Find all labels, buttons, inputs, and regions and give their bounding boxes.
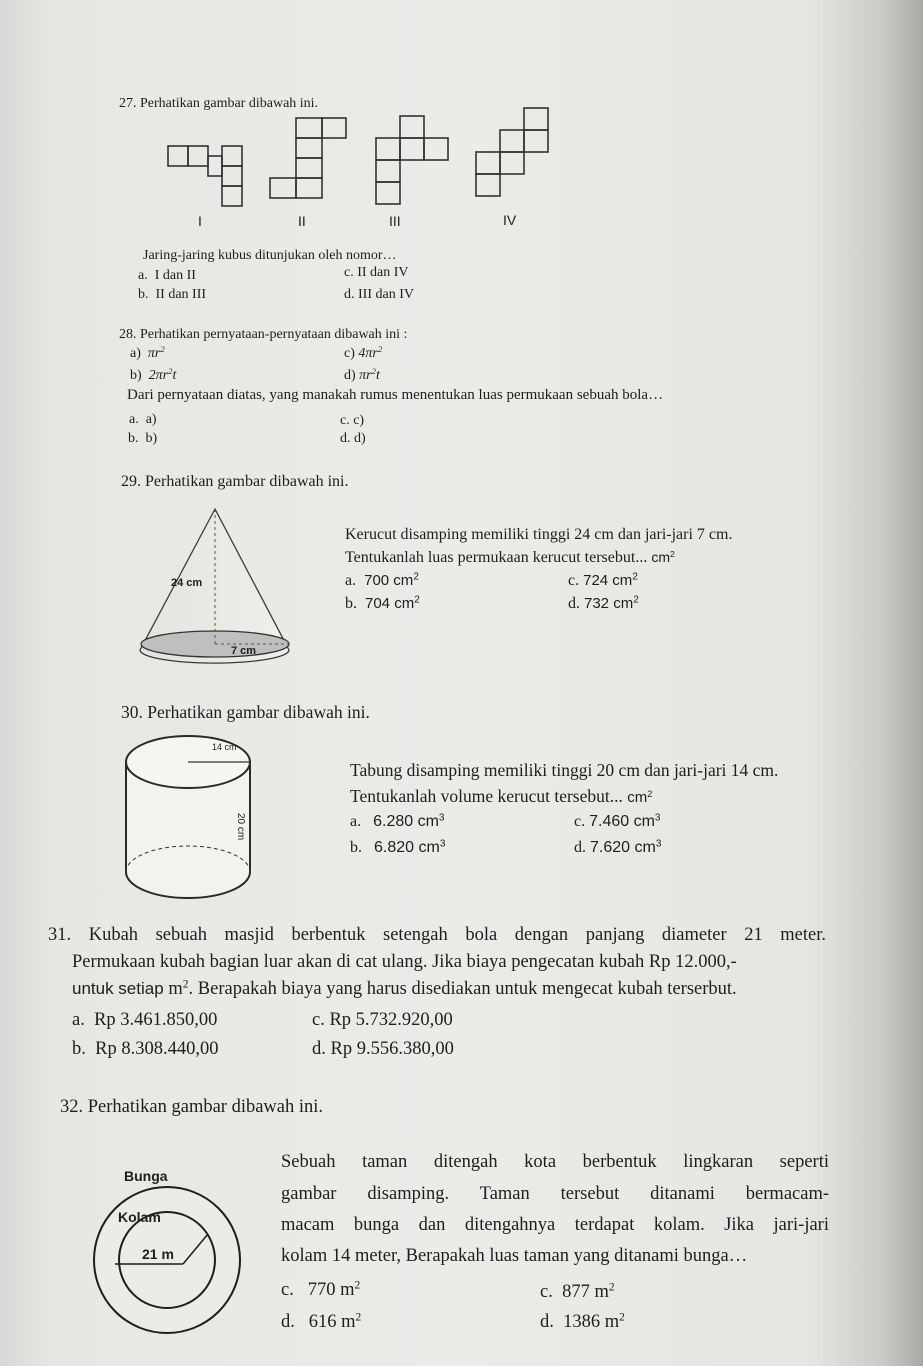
- q32-line1: Sebuah taman ditengah kota berbentuk lingkaran seperti: [281, 1152, 829, 1172]
- q31-line1: 31. Kubah sebuah masjid berbentuk setengah bola dengan panjang diameter 21 meter.: [48, 925, 826, 945]
- garden-radius-label: 21 m: [142, 1246, 174, 1262]
- q27-prompt: Jaring-jaring kubus ditunjukan oleh nomor…: [143, 248, 397, 263]
- net-label-1: I: [198, 213, 202, 229]
- q31-option-b[interactable]: b. Rp 8.308.440,00: [72, 1039, 219, 1059]
- q27-option-a[interactable]: a. I dan II: [138, 268, 196, 283]
- q32-line4: kolam 14 meter, Berapakah luas taman yang ditanami bunga…: [281, 1246, 748, 1266]
- q29-option-d[interactable]: d. 732 $cm^2$: [568, 594, 639, 612]
- q27-option-c[interactable]: c. II dan IV: [344, 265, 409, 280]
- net-label-4: IV: [503, 212, 517, 228]
- q30-option-d[interactable]: d. 7.620 $cm^3$: [574, 838, 662, 856]
- q29-option-a[interactable]: a. 700 $cm^2$: [345, 571, 419, 589]
- q31-line3: untuk setiap $m^2$. Berapakah biaya yang harus disediakan untuk mengecat kubah terserbut.: [72, 978, 737, 999]
- q30-option-b[interactable]: b. 6.820 $cm^3$: [350, 838, 446, 856]
- cylinder-height-label: 20 cm: [235, 813, 246, 841]
- q28-option-d[interactable]: d. d): [340, 431, 366, 446]
- q28-statement-c: c) $4\pi r^2$: [344, 344, 383, 361]
- cylinder-diameter-label: 14 cm: [212, 742, 237, 752]
- q30-option-c[interactable]: c. 7.460 $cm^3$: [574, 812, 661, 830]
- q30-line1: Tabung disamping memiliki tinggi 20 cm dan jari-jari 14 cm.: [350, 760, 779, 780]
- q28-question: 28. Perhatikan pernyataan-pernyataan dibawah ini :: [119, 327, 408, 342]
- q30-question: 30. Perhatikan gambar dibawah ini.: [121, 702, 370, 722]
- cone-radius-label: 7 cm: [231, 645, 257, 657]
- q31-line2: Permukaan kubah bagian luar akan di cat ulang. Jika biaya pengecatan kubah Rp 12.000,-: [72, 952, 737, 972]
- q28-prompt: Dari pernyataan diatas, yang manakah rumus menentukan luas permukaan sebuah bola…: [127, 387, 664, 403]
- q30-option-a[interactable]: a. 6.280 $cm^3$: [350, 812, 445, 830]
- q29-line1: Kerucut disamping memiliki tinggi 24 cm dan jari-jari 7 cm.: [345, 526, 733, 543]
- q27-question: 27. Perhatikan gambar dibawah ini.: [119, 96, 319, 111]
- q31-option-c[interactable]: c. Rp 5.732.920,00: [312, 1010, 453, 1030]
- garden-label-bunga: Bunga: [124, 1168, 168, 1184]
- q29-option-b[interactable]: b. 704 $cm^2$: [345, 594, 420, 612]
- q32-line2: gambar disamping. Taman tersebut ditanami bermacam-: [281, 1184, 829, 1204]
- q28-statement-a: a) $\pi r^2$: [130, 344, 165, 361]
- q30-line2: Tentukanlah volume kerucut tersebut... $cm^2$: [350, 786, 653, 806]
- q27-option-b[interactable]: b. II dan III: [138, 287, 207, 302]
- q28-option-a[interactable]: a. a): [129, 412, 157, 427]
- q28-option-c[interactable]: c. c): [340, 413, 365, 428]
- q29-option-c[interactable]: c. 724 $cm^2$: [568, 571, 638, 589]
- net-label-2: II: [298, 213, 306, 229]
- q29-question: 29. Perhatikan gambar dibawah ini.: [121, 473, 349, 490]
- cone-height-label: 24 cm: [171, 577, 203, 589]
- q31-option-d[interactable]: d. Rp 9.556.380,00: [312, 1039, 454, 1059]
- q28-statement-b: b) $2\pi r^2t$: [130, 366, 177, 383]
- garden-label-kolam: Kolam: [118, 1209, 161, 1225]
- q32-option-c-2[interactable]: c. 877 $m^2$: [540, 1281, 615, 1302]
- net-label-3: III: [389, 213, 401, 229]
- q28-option-b[interactable]: b. b): [128, 431, 158, 446]
- q32-option-d-2[interactable]: d. 1386 $m^2$: [540, 1311, 625, 1332]
- q32-option-c-1[interactable]: c. 770 $m^2$: [281, 1279, 361, 1300]
- q31-option-a[interactable]: a. Rp 3.461.850,00: [72, 1010, 218, 1030]
- q32-option-d-1[interactable]: d. 616 $m^2$: [281, 1311, 362, 1332]
- q28-statement-d: d) $\pi r^2t$: [344, 366, 380, 383]
- q32-line3: macam bunga dan ditengahnya terdapat kolam. Jika jari-jari: [281, 1215, 829, 1235]
- q32-question: 32. Perhatikan gambar dibawah ini.: [60, 1097, 324, 1117]
- q29-line2: Tentukanlah luas permukaan kerucut tersebut... $cm^2$: [345, 549, 675, 566]
- q27-option-d[interactable]: d. III dan IV: [344, 287, 414, 302]
